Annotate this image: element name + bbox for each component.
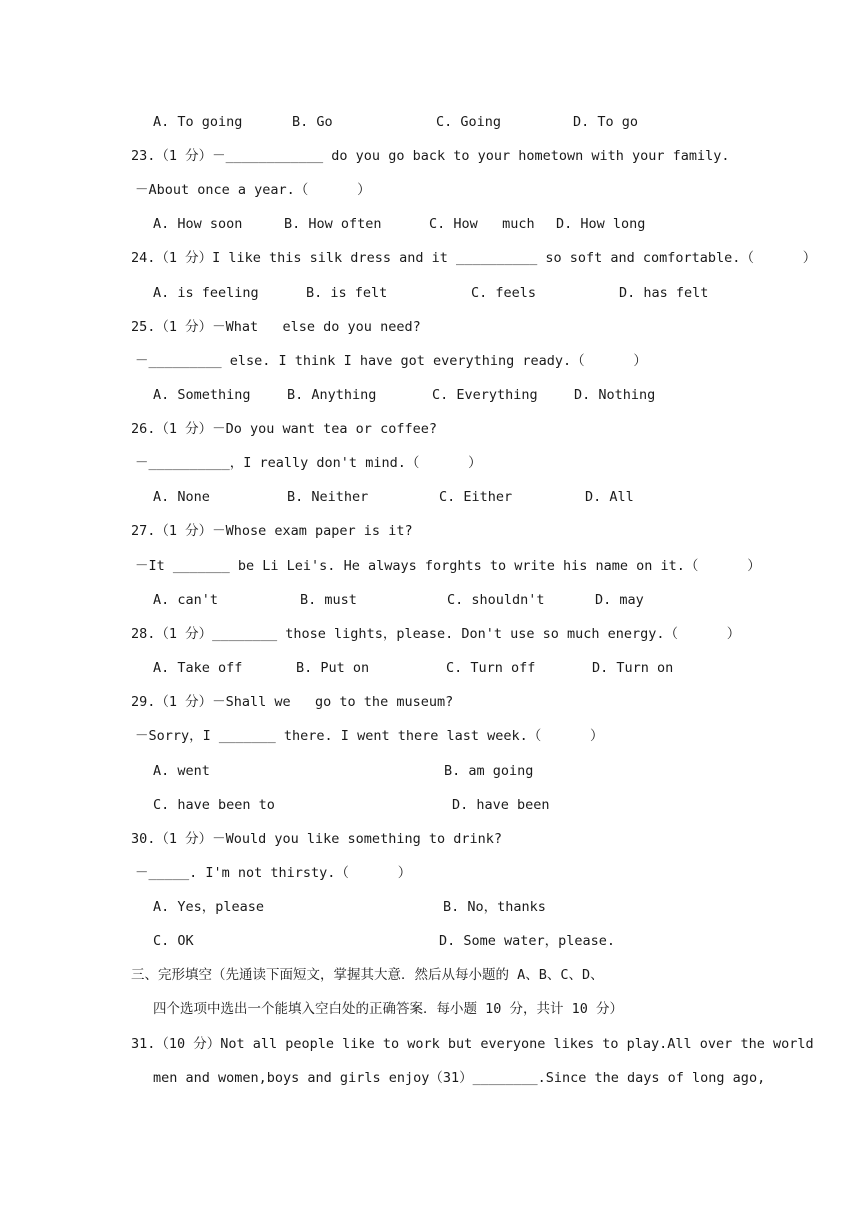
q29-stem: 29.（1 分）－Shall we go to the museum? bbox=[131, 694, 454, 710]
q22-option-a: A. To going bbox=[153, 114, 243, 130]
q28-option-c: C. Turn off bbox=[446, 660, 536, 676]
q24-stem: 24.（1 分）I like this silk dress and it __________ so soft and comfortable.（ ） bbox=[131, 250, 817, 266]
q30-reply: －_____. I'm not thirsty.（ ） bbox=[135, 865, 412, 881]
q28-option-a: A. Take off bbox=[153, 660, 243, 676]
section3-heading-line1: 三、完形填空（先通读下面短文，掌握其大意．然后从每小题的 A、B、C、D、 bbox=[131, 967, 604, 983]
q28-option-d: D. Turn on bbox=[592, 660, 674, 676]
q30-option-c: C. OK bbox=[153, 933, 194, 949]
q25-option-a: A. Something bbox=[153, 387, 251, 403]
q31-passage-line2: men and women,boys and girls enjoy（31）________.Since the days of long ago, bbox=[153, 1070, 766, 1086]
q28-option-b: B. Put on bbox=[296, 660, 370, 676]
section3-heading-line2: 四个选项中选出一个能填入空白处的正确答案．每小题 10 分，共计 10 分） bbox=[153, 1001, 624, 1017]
q27-stem: 27.（1 分）－Whose exam paper is it? bbox=[131, 523, 413, 539]
q25-stem: 25.（1 分）－What else do you need? bbox=[131, 319, 421, 335]
q23-option-c: C. How much bbox=[429, 216, 535, 232]
q26-reply: －__________，I really don't mind.（ ） bbox=[135, 455, 482, 471]
q28-stem: 28.（1 分）________ those lights，please. Don't use so much energy.（ ） bbox=[131, 626, 741, 642]
q27-reply: －It _______ be Li Lei's. He always forghts to write his name on it.（ ） bbox=[135, 558, 761, 574]
q25-option-d: D. Nothing bbox=[574, 387, 656, 403]
q26-option-b: B. Neither bbox=[287, 489, 369, 505]
q24-option-c: C. feels bbox=[471, 285, 537, 301]
q26-option-a: A. None bbox=[153, 489, 210, 505]
q24-option-b: B. is felt bbox=[306, 285, 388, 301]
q27-option-d: D. may bbox=[595, 592, 644, 608]
q30-option-b: B. No，thanks bbox=[443, 899, 546, 915]
q30-option-a: A. Yes，please bbox=[153, 899, 265, 915]
q26-option-c: C. Either bbox=[439, 489, 513, 505]
q23-stem: 23.（1 分）－____________ do you go back to your hometown with your family. bbox=[131, 148, 730, 164]
q29-option-d: D. have been bbox=[452, 797, 550, 813]
q24-option-d: D. has felt bbox=[619, 285, 709, 301]
q29-reply: －Sorry，I _______ there. I went there last week.（ ） bbox=[135, 728, 604, 744]
q22-option-d: D. To go bbox=[573, 114, 639, 130]
q30-stem: 30.（1 分）－Would you like something to drink? bbox=[131, 831, 502, 847]
q25-option-c: C. Everything bbox=[432, 387, 538, 403]
q29-option-a: A. went bbox=[153, 763, 210, 779]
q26-option-d: D. All bbox=[585, 489, 634, 505]
q30-option-d: D. Some water，please. bbox=[439, 933, 616, 949]
q26-stem: 26.（1 分）－Do you want tea or coffee? bbox=[131, 421, 437, 437]
q23-reply: －About once a year.（ ） bbox=[135, 182, 371, 198]
q25-option-b: B. Anything bbox=[287, 387, 377, 403]
q23-option-d: D. How long bbox=[556, 216, 646, 232]
q27-option-a: A. can't bbox=[153, 592, 219, 608]
q22-option-b: B. Go bbox=[292, 114, 333, 130]
q29-option-b: B. am going bbox=[444, 763, 534, 779]
q27-option-b: B. must bbox=[300, 592, 357, 608]
q29-option-c: C. have been to bbox=[153, 797, 275, 813]
q24-option-a: A. is feeling bbox=[153, 285, 259, 301]
q22-option-c: C. Going bbox=[436, 114, 502, 130]
q25-reply: －_________ else. I think I have got everything ready.（ ） bbox=[135, 353, 647, 369]
q27-option-c: C. shouldn't bbox=[447, 592, 545, 608]
q23-option-b: B. How often bbox=[284, 216, 382, 232]
q23-option-a: A. How soon bbox=[153, 216, 243, 232]
q31-passage-line1: 31.（10 分）Not all people like to work but everyone likes to play.All over the world bbox=[131, 1036, 814, 1052]
